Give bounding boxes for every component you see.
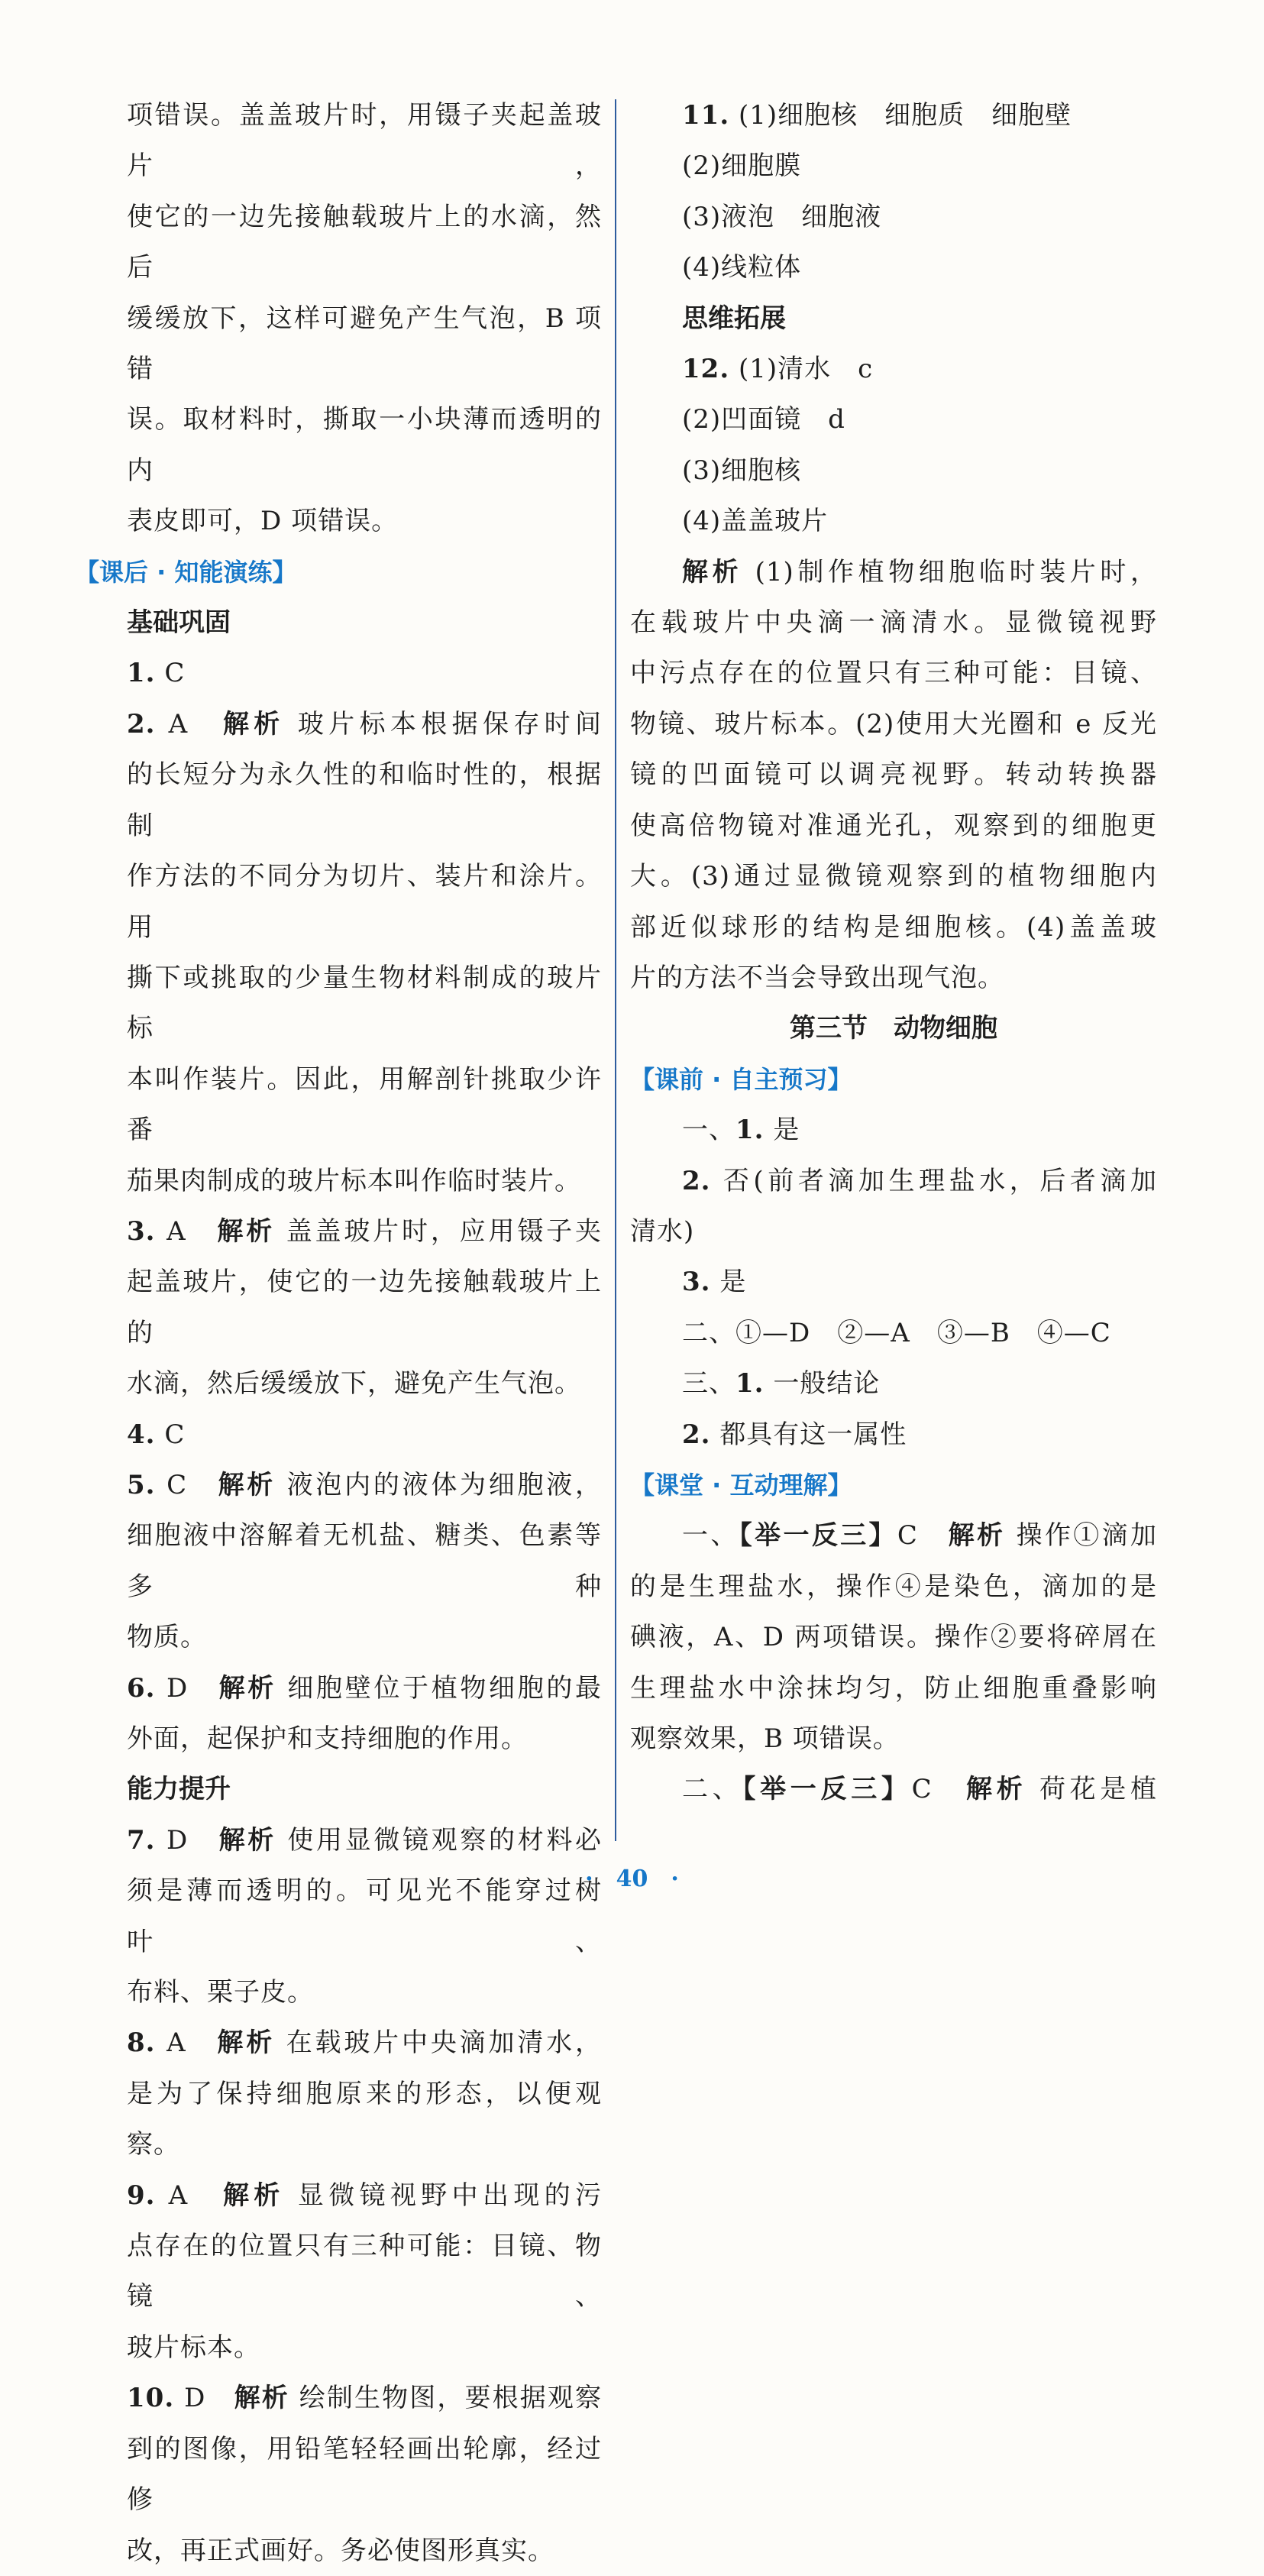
text-line xyxy=(630,445,1157,496)
line-text: (1)清水 c xyxy=(738,354,874,385)
line-text: D xyxy=(184,2383,206,2414)
line-text: D xyxy=(166,1672,189,1704)
analysis-keyword: 解析 xyxy=(218,1824,276,1856)
text-line xyxy=(75,2221,602,2322)
analysis-text: 荷花是植 xyxy=(1039,1774,1158,1805)
answer-line xyxy=(75,1663,602,1714)
line-text: 撕下或挑取的少量生物材料制成的玻片标 xyxy=(127,962,602,1044)
item-number: 4. xyxy=(127,1419,156,1450)
line-text: 外面，起保护和支持细胞的作用。 xyxy=(127,1723,528,1754)
left-column xyxy=(75,90,602,2576)
item-prefix: 二、 xyxy=(682,1774,743,1805)
text-line xyxy=(75,1156,602,1206)
answer-line xyxy=(75,1409,602,1460)
item-number: 1. xyxy=(735,1115,765,1146)
line-text: 是 xyxy=(773,1115,800,1146)
item-number: 1. xyxy=(127,658,156,689)
text-line xyxy=(75,2069,602,2170)
item-label: 【举一反三】 xyxy=(742,1774,912,1805)
line-text: 中污点存在的位置只有三种可能：目镜、 xyxy=(630,658,1157,689)
analysis-keyword: 解析 xyxy=(966,1774,1027,1805)
item-prefix: 三、 xyxy=(682,1368,735,1400)
line-text: 作方法的不同分为切片、装片和涂片。用 xyxy=(127,861,602,943)
line-text: C xyxy=(897,1520,918,1552)
line-text: 是为了保持细胞原来的形态，以便观察。 xyxy=(127,2078,602,2160)
line-text: C xyxy=(911,1774,933,1805)
line-text: 镜的凹面镜可以调亮视野。转动转换器 xyxy=(630,759,1157,791)
line-text: (4)线粒体 xyxy=(682,252,802,283)
subsection-heading: 能力提升 xyxy=(127,1774,231,1805)
line-text: C xyxy=(164,1419,186,1450)
answer-line xyxy=(630,1105,1157,1155)
item-number: 2. xyxy=(127,708,156,739)
line-text: D xyxy=(166,1824,189,1856)
answer-line xyxy=(630,344,1157,394)
line-text: 细胞液中溶解着无机盐、糖类、色素等多种 xyxy=(127,1520,602,1602)
item-number: 11. xyxy=(682,100,730,131)
text-line xyxy=(630,1764,1157,1814)
line-text: (3)细胞核 xyxy=(682,455,802,486)
line-text: 玻片标本。 xyxy=(127,2332,260,2363)
line-text: 碘液，A、D 两项错误。操作②要将碎屑在 xyxy=(630,1622,1157,1653)
item-number: 2. xyxy=(682,1165,711,1196)
analysis-keyword: 解析 xyxy=(234,2383,289,2414)
text-line xyxy=(75,496,602,546)
text-line xyxy=(630,851,1157,901)
line-text: 表皮即可，D 项错误。 xyxy=(127,506,399,537)
line-text: 项错误。盖盖玻片时，用镊子夹起盖玻片， xyxy=(127,100,602,182)
item-number: 7. xyxy=(127,1824,156,1856)
analysis-keyword: 解析 xyxy=(218,1672,276,1704)
line-text: (2)细胞膜 xyxy=(682,150,802,182)
answer-line xyxy=(75,2373,602,2423)
text-line xyxy=(630,192,1157,242)
analysis-text: 细胞壁位于植物细胞的最 xyxy=(287,1672,603,1704)
text-line xyxy=(630,699,1157,749)
line-text: 水滴，然后缓缓放下，避免产生气泡。 xyxy=(127,1368,581,1400)
analysis-keyword: 解析 xyxy=(218,1469,276,1500)
text-line xyxy=(75,2322,602,2373)
item-prefix: 一、 xyxy=(682,1115,735,1146)
item-number: 2. xyxy=(682,1419,711,1450)
analysis-text: 显微镜视野中出现的污 xyxy=(297,2180,603,2211)
text-line xyxy=(630,902,1157,953)
analysis-text: 绘制生物图，要根据观察 xyxy=(299,2383,603,2414)
text-line xyxy=(75,192,602,293)
line-text: 本叫作装片。因此，用解剖针挑取少许番 xyxy=(127,1063,602,1146)
line-text: A xyxy=(166,1215,186,1247)
text-line xyxy=(75,1257,602,1358)
analysis-text: (1)制作植物细胞临时装片时， xyxy=(755,556,1157,587)
text-line xyxy=(75,2424,602,2526)
line-text: 是 xyxy=(719,1267,747,1298)
item-number: 3. xyxy=(127,1215,156,1247)
item-number: 6. xyxy=(127,1672,156,1704)
line-text: (1)细胞核 细胞质 细胞壁 xyxy=(738,100,1072,131)
column-divider xyxy=(615,99,616,1841)
text-line xyxy=(630,547,1157,597)
text-line xyxy=(630,1714,1157,1764)
line-text: 大。(3)通过显微镜观察到的植物细胞内 xyxy=(630,861,1157,892)
text-line xyxy=(75,394,602,496)
line-text: 一般结论 xyxy=(773,1368,881,1400)
text-line xyxy=(630,597,1157,648)
text-line xyxy=(75,1054,602,1156)
text-line xyxy=(75,293,602,395)
text-line xyxy=(75,2526,602,2576)
item-number: 8. xyxy=(127,2027,156,2059)
section-tag: 【课堂 · 互动理解】 xyxy=(630,1470,852,1500)
text-line xyxy=(630,801,1157,851)
text-line xyxy=(630,1206,1157,1257)
line-text: 片的方法不当会导致出现气泡。 xyxy=(630,962,1004,993)
text-line xyxy=(75,1612,602,1662)
answer-line xyxy=(630,1156,1157,1206)
text-line xyxy=(630,749,1157,800)
line-text: 的长短分为永久性的和临时性的，根据制 xyxy=(127,759,602,841)
line-text: 观察效果，B 项错误。 xyxy=(630,1723,900,1754)
line-text: 都具有这一属性 xyxy=(719,1419,907,1450)
line-text: 否(前者滴加生理盐水，后者滴加 xyxy=(723,1165,1157,1196)
right-column xyxy=(630,90,1157,1815)
analysis-keyword: 解析 xyxy=(217,2027,276,2059)
page-number: · 40 · xyxy=(585,1866,679,1892)
line-text: 起盖玻片，使它的一边先接触载玻片上的 xyxy=(127,1267,602,1348)
answer-line xyxy=(75,1206,602,1257)
line-text: 须是薄而透明的。可见光不能穿过树叶、 xyxy=(127,1875,602,1957)
line-text: 点存在的位置只有三种可能：目镜、物镜、 xyxy=(127,2231,602,2312)
section-tag: 【课后 · 知能演练】 xyxy=(75,557,297,587)
line-text: 误。取材料时，撕取一小块薄而透明的内 xyxy=(127,404,602,486)
text-line xyxy=(630,141,1157,191)
text-line xyxy=(630,1612,1157,1662)
line-text: 清水) xyxy=(630,1215,695,1247)
answer-line xyxy=(75,1460,602,1510)
text-line xyxy=(630,496,1157,546)
answer-line xyxy=(630,1409,1157,1460)
line-text: C xyxy=(166,1469,188,1500)
analysis-keyword: 解析 xyxy=(948,1520,1006,1552)
text-line xyxy=(630,242,1157,293)
analysis-keyword: 解析 xyxy=(217,1215,276,1247)
line-text: 使高倍物镜对准通光孔，观察到的细胞更 xyxy=(630,810,1157,841)
subsection-heading: 基础巩固 xyxy=(127,607,231,639)
item-number: 3. xyxy=(682,1267,711,1298)
section-tag: 【课前 · 自主预习】 xyxy=(630,1064,852,1094)
analysis-text: 使用显微镜观察的材料必 xyxy=(287,1824,603,1856)
item-prefix: 一、 xyxy=(682,1520,739,1552)
text-line xyxy=(630,953,1157,1003)
line-text: (2)凹面镜 d xyxy=(682,404,845,435)
analysis-text: 操作①滴加 xyxy=(1016,1520,1158,1552)
item-number: 9. xyxy=(127,2180,156,2211)
answer-line xyxy=(75,2018,602,2068)
line-text: (4)盖盖玻片 xyxy=(682,506,829,537)
text-line xyxy=(630,1308,1157,1358)
line-text: 改，再正式画好。务必使图形真实。 xyxy=(127,2535,554,2566)
line-text: 茄果肉制成的玻片标本叫作临时装片。 xyxy=(127,1165,581,1196)
answer-line xyxy=(630,1358,1157,1409)
analysis-keyword: 解析 xyxy=(682,556,743,587)
line-text: A xyxy=(168,708,189,739)
text-line xyxy=(75,1358,602,1409)
section-title: 第三节 动物细胞 xyxy=(790,1013,997,1044)
analysis-text: 盖盖玻片时，应用镊子夹 xyxy=(286,1215,603,1247)
item-label: 【举一反三】 xyxy=(739,1520,897,1552)
line-text: 物镜、玻片标本。(2)使用大光圈和 e 反光 xyxy=(630,708,1157,739)
text-line xyxy=(75,1714,602,1764)
text-line xyxy=(75,1967,602,2018)
line-text: 在载玻片中央滴一滴清水。显微镜视野 xyxy=(630,607,1157,639)
line-text: A xyxy=(168,2180,189,2211)
answer-line xyxy=(75,2170,602,2221)
item-number: 12. xyxy=(682,354,730,385)
answer-line xyxy=(75,1815,602,1866)
line-text: 物质。 xyxy=(127,1622,207,1653)
text-line xyxy=(630,1663,1157,1714)
line-text: 的是生理盐水，操作④是染色，滴加的是 xyxy=(630,1571,1157,1602)
line-text: 使它的一边先接触载玻片上的水滴，然后 xyxy=(127,201,602,283)
text-line xyxy=(75,953,602,1054)
text-line xyxy=(75,749,602,851)
line-text: 部近似球形的结构是细胞核。(4)盖盖玻 xyxy=(630,911,1157,943)
analysis-text: 在载玻片中央滴加清水， xyxy=(286,2027,603,2059)
text-line xyxy=(630,394,1157,445)
line-text: 布料、栗子皮。 xyxy=(127,1977,314,2008)
item-number: 10. xyxy=(127,2383,175,2414)
analysis-text: 玻片标本根据保存时间 xyxy=(297,708,603,739)
line-text: 到的图像，用铅笔轻轻画出轮廓，经过修 xyxy=(127,2433,602,2516)
line-text: (3)液泡 细胞液 xyxy=(682,201,882,232)
text-line xyxy=(630,648,1157,698)
answer-line xyxy=(630,90,1157,141)
line-text: A xyxy=(166,2027,186,2059)
answer-line xyxy=(75,699,602,749)
subsection-heading: 思维拓展 xyxy=(682,303,786,334)
item-number: 1. xyxy=(735,1368,765,1400)
answer-line xyxy=(75,648,602,698)
text-line xyxy=(75,90,602,192)
text-line xyxy=(630,1561,1157,1612)
text-line xyxy=(630,1510,1157,1561)
line-text: 二、①—D ②—A ③—B ④—C xyxy=(682,1317,1111,1348)
line-text: C xyxy=(164,658,186,689)
line-text: 缓缓放下，这样可避免产生气泡，B 项错 xyxy=(127,303,602,385)
analysis-keyword: 解析 xyxy=(222,2180,285,2211)
text-line xyxy=(75,1510,602,1612)
text-line xyxy=(75,851,602,953)
item-number: 5. xyxy=(127,1469,156,1500)
line-text: 生理盐水中涂抹均匀，防止细胞重叠影响 xyxy=(630,1672,1157,1704)
analysis-keyword: 解析 xyxy=(222,708,285,739)
analysis-text: 液泡内的液体为细胞液， xyxy=(286,1469,603,1500)
answer-line xyxy=(630,1257,1157,1307)
